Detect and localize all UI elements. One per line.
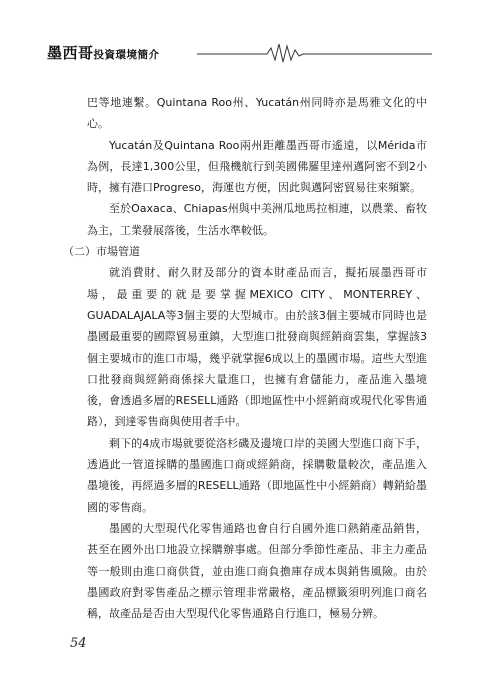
paragraph: 就消費財、耐久財及部分的資本財產品而言，擬拓展墨西哥市場，最重要的就是要掌握MEXICO CITY、MONTERREY、GUADALAJALA等3個主要的大型城市。由於該3個主要城市同時也是墨國最重要的國際貿易重鎮，大型進口批發商與經銷商雲集，掌握該3個主要城市的進口市場，幾乎就掌握6成以上的墨國市場。這些大型進口批發商與經銷商係採大量進口，也擁有倉儲能力，產品進入墨境後，會透過多層的RESELL通路（即地區性中小經銷商或現代化零售通路），到達零售商與使用者手中。 — [87, 266, 427, 429]
header-title — [47, 42, 160, 63]
paragraph: 至於Oaxaca、Chiapas州與中美洲瓜地馬拉相連，以農業、畜牧為主，工業發展落後，生活水準較低。 — [87, 202, 427, 237]
paragraph: 巴等地連繫。Quintana Roo州、Yucatán州同時亦是馬雅文化的中心。 — [87, 96, 427, 131]
paragraph: 剩下的4成市場就要從洛杉磯及邊境口岸的美國大型進口商下手，透過此一管道採購的墨國進口商或經銷商，採購數量較次，產品進入墨境後，再經過多層的RESELL通路（即地區性中小經銷商）轉銷給墨國的零售商。 — [87, 436, 427, 514]
section-heading: （二）市場管道 — [63, 245, 140, 259]
page-body — [63, 92, 427, 624]
running-header — [47, 40, 427, 66]
header-title-main: 墨西哥 — [47, 44, 94, 62]
page-number: 54 — [70, 636, 87, 651]
paragraph: 墨國的大型現代化零售通路也會自行自國外進口熱銷產品銷售，甚至在國外出口地設立採購辦事處。但部分季節性產品、非主力產品等一般則由進口商供貨，並由進口商負擔庫存成本與銷售風險。由於墨國政府對零售產品之標示管理非常嚴格，產品標籤須明列進口商名稱，故產品是否由大型現代化零售通路自行進口，極易分辨。 — [87, 521, 427, 621]
paragraph: Yucatán及Quintana Roo兩州距離墨西哥市遙遠，以Mérida市為例，長達1,300公里，但飛機航行到美國佛羅里達州邁阿密不到2小時，擁有港口Progreso，海運也方便，因此與邁阿密貿易往來頻繁。 — [87, 138, 427, 195]
header-title-sub: 投資環境簡介 — [93, 49, 160, 61]
header-pulse-line — [197, 40, 432, 66]
